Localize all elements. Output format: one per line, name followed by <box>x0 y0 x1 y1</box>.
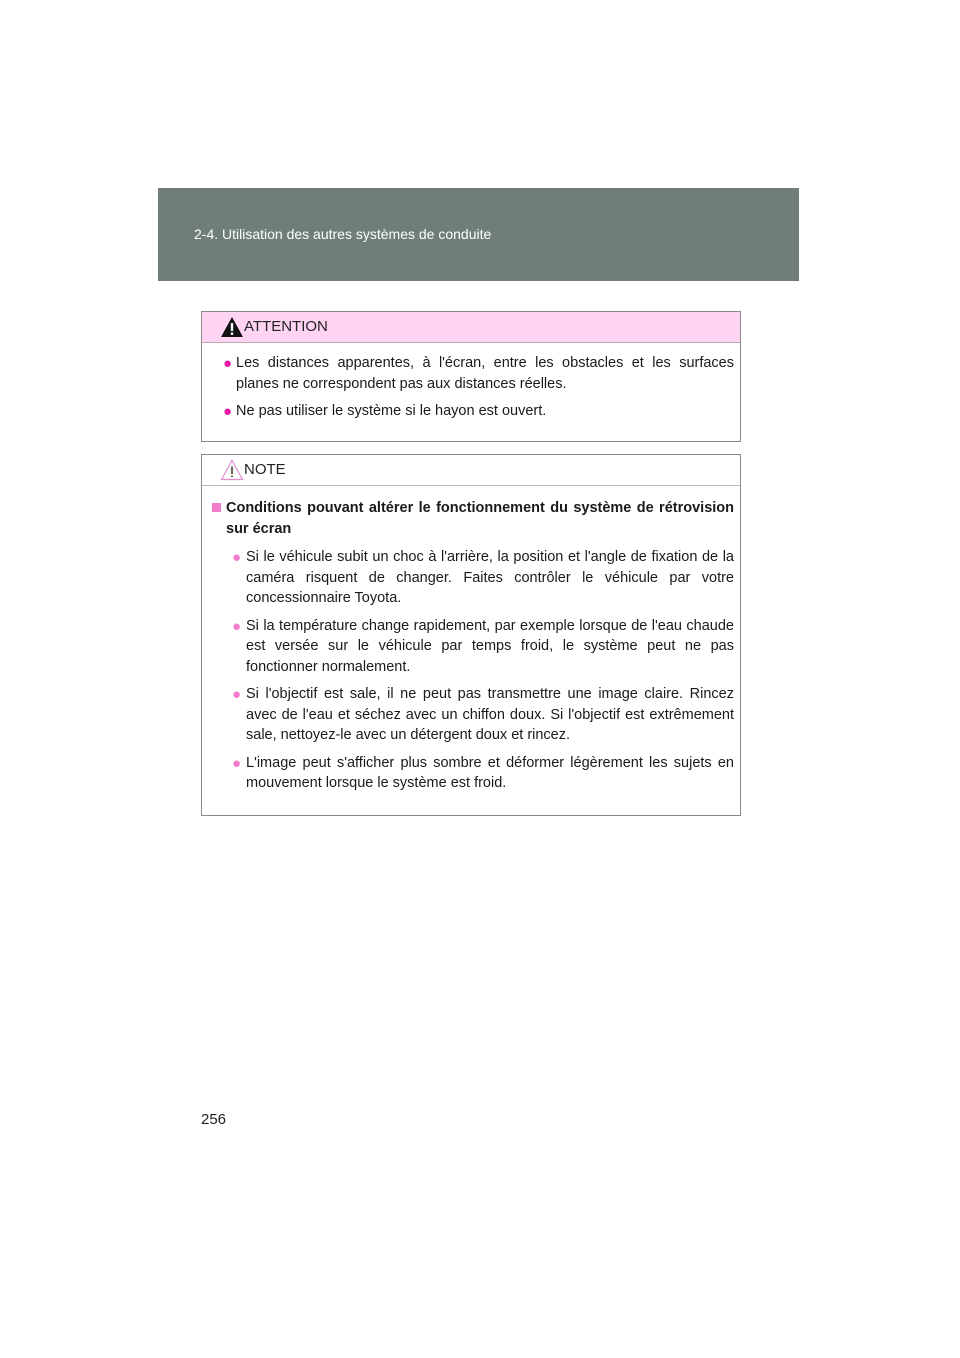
warning-icon <box>220 316 244 338</box>
attention-title: ATTENTION <box>244 318 328 335</box>
square-bullet-icon <box>212 503 221 512</box>
attention-box <box>201 311 741 442</box>
attention-header <box>202 312 740 343</box>
bullet-icon: ● <box>223 355 233 372</box>
caution-outline-icon <box>220 459 244 481</box>
section-header-band <box>158 188 799 281</box>
bullet-icon: ● <box>223 403 233 420</box>
bullet-icon: ● <box>232 617 242 635</box>
attention-item: ● Les distances apparentes, à l'écran, entre les obstacles et les surfaces planes ne correspondent pas aux distances réelles. <box>223 355 734 392</box>
note-item: ● Si la température change rapidement, par exemple lorsque de l'eau chaude est versée sur le véhicule par temps froid, le système peut ne pas fonctionner normalement. <box>232 617 734 675</box>
note-box <box>201 454 741 816</box>
note-item: ● Si le véhicule subit un choc à l'arrière, la position et l'angle de fixation de la caméra risquent de changer. Faites contrôler le véhicule par votre concessionnaire Toyota. <box>232 549 734 606</box>
bullet-icon: ● <box>232 686 242 703</box>
attention-item: ● Ne pas utiliser le système si le hayon est ouvert. <box>212 401 734 422</box>
note-section-title: Conditions pouvant altérer le fonctionnement du système de rétrovision sur écran <box>212 498 734 539</box>
note-item: ● Si l'objectif est sale, il ne peut pas transmettre une image claire. Rincez avec de l'eau et séchez avec un chiffon doux. Si l'objectif est extrêmement sale, nettoyez-le avec un détergent doux et rincez. <box>232 686 734 743</box>
note-item: ● L'image peut s'afficher plus sombre et déformer légèrement les sujets en mouvement lorsque le système est froid. <box>232 754 734 791</box>
page-number: 256 <box>201 1111 227 1128</box>
bullet-icon: ● <box>232 549 242 566</box>
note-title: NOTE <box>244 461 286 478</box>
bullet-icon: ● <box>232 754 242 772</box>
note-header <box>202 455 740 486</box>
section-header-title: 2-4. Utilisation des autres systèmes de conduite <box>194 226 492 242</box>
